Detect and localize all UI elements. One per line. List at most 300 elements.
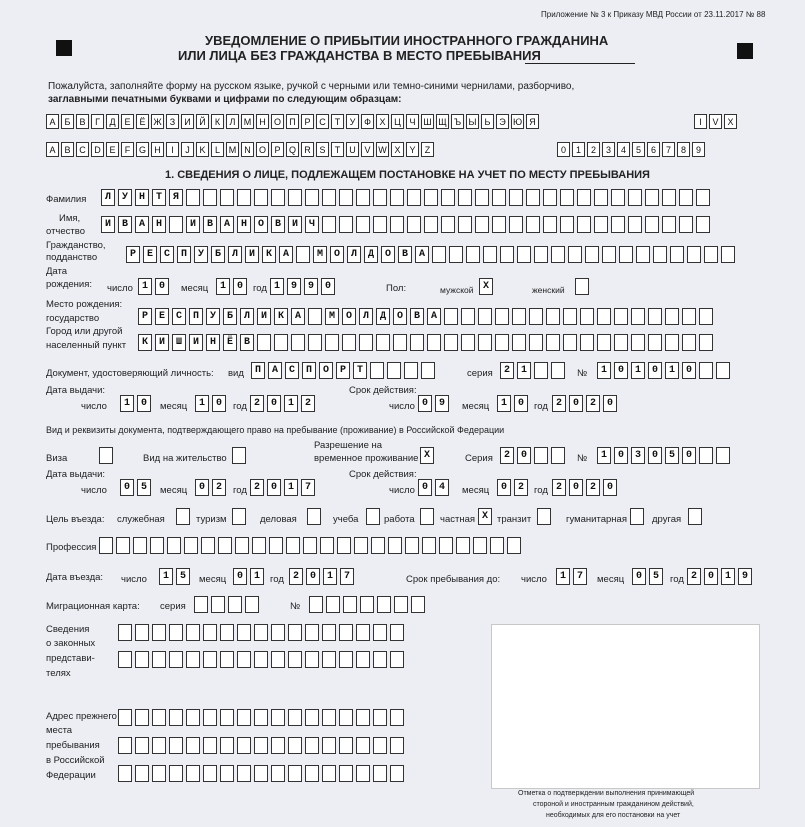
char-box[interactable]: Б (223, 308, 237, 325)
char-box[interactable] (118, 737, 132, 754)
char-box[interactable]: Н (237, 216, 251, 233)
char-box[interactable] (252, 537, 266, 554)
char-box[interactable] (203, 624, 217, 641)
char-box[interactable] (371, 537, 385, 554)
char-box[interactable] (597, 308, 611, 325)
char-box[interactable] (526, 216, 540, 233)
char-box[interactable] (517, 246, 531, 263)
char-box[interactable]: И (186, 216, 200, 233)
char-box[interactable] (307, 508, 321, 525)
char-box[interactable] (373, 216, 387, 233)
char-box[interactable] (543, 189, 557, 206)
char-box[interactable]: С (172, 308, 186, 325)
char-box[interactable] (288, 709, 302, 726)
char-box[interactable] (390, 737, 404, 754)
char-box[interactable] (269, 537, 283, 554)
char-box[interactable] (305, 189, 319, 206)
char-box[interactable] (420, 508, 434, 525)
issue-year-field[interactable] (250, 395, 315, 412)
dob-day-field[interactable] (138, 278, 169, 295)
char-box[interactable] (628, 216, 642, 233)
char-box[interactable] (653, 246, 667, 263)
char-box[interactable] (551, 246, 565, 263)
char-box[interactable] (232, 508, 246, 525)
char-box[interactable] (699, 334, 713, 351)
permit-issue-year-field[interactable] (250, 479, 315, 496)
char-box[interactable] (721, 246, 735, 263)
char-box[interactable]: 1 (721, 568, 735, 585)
char-box[interactable] (507, 537, 521, 554)
purpose-humanitarian-checkbox[interactable] (630, 508, 644, 525)
char-box[interactable] (186, 709, 200, 726)
char-box[interactable] (716, 447, 730, 464)
char-box[interactable] (688, 508, 702, 525)
char-box[interactable]: 5 (137, 479, 151, 496)
char-box[interactable] (432, 246, 446, 263)
char-box[interactable] (512, 334, 526, 351)
char-box[interactable]: П (251, 362, 265, 379)
char-box[interactable] (326, 596, 340, 613)
char-box[interactable] (254, 709, 268, 726)
char-box[interactable] (220, 709, 234, 726)
char-box[interactable] (699, 447, 713, 464)
char-box[interactable] (118, 651, 132, 668)
dob-year-field[interactable] (270, 278, 335, 295)
char-box[interactable] (186, 189, 200, 206)
char-box[interactable]: 2 (586, 479, 600, 496)
char-box[interactable]: Р (336, 362, 350, 379)
char-box[interactable]: 1 (665, 362, 679, 379)
char-box[interactable]: 2 (586, 395, 600, 412)
char-box[interactable]: У (206, 308, 220, 325)
char-box[interactable] (308, 334, 322, 351)
migration-card-number-field[interactable] (309, 596, 425, 613)
char-box[interactable] (537, 508, 551, 525)
char-box[interactable]: 1 (597, 447, 611, 464)
char-box[interactable]: Л (228, 246, 242, 263)
char-box[interactable] (339, 216, 353, 233)
char-box[interactable] (529, 308, 543, 325)
char-box[interactable] (534, 362, 548, 379)
temp-permit-checkbox[interactable] (420, 447, 434, 464)
char-box[interactable] (322, 737, 336, 754)
char-box[interactable] (305, 737, 319, 754)
char-box[interactable]: С (160, 246, 174, 263)
char-box[interactable] (186, 651, 200, 668)
char-box[interactable]: 9 (738, 568, 752, 585)
char-box[interactable]: 0 (267, 479, 281, 496)
char-box[interactable]: 0 (306, 568, 320, 585)
char-box[interactable]: 1 (284, 395, 298, 412)
char-box[interactable] (271, 189, 285, 206)
issue-day-field[interactable] (120, 395, 151, 412)
place-of-birth-country-field[interactable] (138, 308, 713, 325)
char-box[interactable] (390, 765, 404, 782)
char-box[interactable] (662, 216, 676, 233)
char-box[interactable]: В (398, 246, 412, 263)
char-box[interactable]: И (257, 308, 271, 325)
char-box[interactable] (176, 508, 190, 525)
char-box[interactable] (611, 216, 625, 233)
permit-validity-day-field[interactable] (418, 479, 449, 496)
char-box[interactable]: 0 (233, 278, 247, 295)
char-box[interactable] (611, 189, 625, 206)
char-box[interactable]: С (285, 362, 299, 379)
char-box[interactable]: Д (364, 246, 378, 263)
char-box[interactable]: В (240, 334, 254, 351)
char-box[interactable] (411, 596, 425, 613)
char-box[interactable]: В (410, 308, 424, 325)
char-box[interactable]: 2 (514, 479, 528, 496)
char-box[interactable]: 0 (195, 479, 209, 496)
char-box[interactable] (526, 189, 540, 206)
char-box[interactable] (390, 624, 404, 641)
char-box[interactable] (203, 189, 217, 206)
char-box[interactable]: 0 (682, 447, 696, 464)
char-box[interactable] (228, 596, 242, 613)
char-box[interactable] (135, 651, 149, 668)
sex-male-checkbox[interactable] (479, 278, 493, 295)
char-box[interactable]: К (262, 246, 276, 263)
doc-kind-field[interactable] (251, 362, 435, 379)
char-box[interactable]: В (118, 216, 132, 233)
char-box[interactable] (475, 216, 489, 233)
char-box[interactable] (356, 765, 370, 782)
char-box[interactable] (405, 537, 419, 554)
char-box[interactable] (220, 737, 234, 754)
validity-year-field[interactable] (552, 395, 617, 412)
char-box[interactable] (614, 308, 628, 325)
char-box[interactable]: А (415, 246, 429, 263)
char-box[interactable] (303, 537, 317, 554)
char-box[interactable] (203, 765, 217, 782)
char-box[interactable] (614, 334, 628, 351)
char-box[interactable] (441, 216, 455, 233)
residence-permit-checkbox[interactable] (232, 447, 246, 464)
char-box[interactable]: А (220, 216, 234, 233)
stay-year-field[interactable] (687, 568, 752, 585)
char-box[interactable]: У (194, 246, 208, 263)
char-box[interactable]: Д (376, 308, 390, 325)
char-box[interactable]: Н (206, 334, 220, 351)
char-box[interactable] (118, 765, 132, 782)
char-box[interactable] (704, 246, 718, 263)
char-box[interactable]: 0 (632, 568, 646, 585)
char-box[interactable]: Т (353, 362, 367, 379)
char-box[interactable] (211, 596, 225, 613)
char-box[interactable] (594, 189, 608, 206)
char-box[interactable] (390, 709, 404, 726)
permit-number-field[interactable] (597, 447, 730, 464)
char-box[interactable] (220, 765, 234, 782)
char-box[interactable] (337, 537, 351, 554)
char-box[interactable] (99, 447, 113, 464)
char-box[interactable] (232, 447, 246, 464)
char-box[interactable]: 0 (569, 395, 583, 412)
char-box[interactable]: 9 (304, 278, 318, 295)
char-box[interactable] (648, 308, 662, 325)
char-box[interactable] (322, 651, 336, 668)
char-box[interactable] (393, 334, 407, 351)
prev-address-line2-field[interactable] (118, 737, 404, 754)
char-box[interactable] (220, 624, 234, 641)
char-box[interactable] (305, 651, 319, 668)
purpose-tourism-checkbox[interactable] (232, 508, 246, 525)
char-box[interactable]: 9 (287, 278, 301, 295)
char-box[interactable] (220, 651, 234, 668)
char-box[interactable]: О (393, 308, 407, 325)
doc-number-field[interactable] (597, 362, 730, 379)
char-box[interactable] (696, 189, 710, 206)
purpose-other-checkbox[interactable] (688, 508, 702, 525)
char-box[interactable] (169, 765, 183, 782)
char-box[interactable]: А (135, 216, 149, 233)
char-box[interactable]: К (274, 308, 288, 325)
char-box[interactable] (492, 189, 506, 206)
char-box[interactable] (630, 508, 644, 525)
char-box[interactable]: 0 (212, 395, 226, 412)
char-box[interactable] (339, 765, 353, 782)
char-box[interactable] (356, 651, 370, 668)
char-box[interactable] (152, 737, 166, 754)
char-box[interactable]: Е (155, 308, 169, 325)
char-box[interactable] (322, 216, 336, 233)
char-box[interactable] (645, 216, 659, 233)
char-box[interactable] (716, 362, 730, 379)
char-box[interactable] (373, 651, 387, 668)
char-box[interactable]: Ч (305, 216, 319, 233)
char-box[interactable] (682, 308, 696, 325)
char-box[interactable] (373, 189, 387, 206)
char-box[interactable]: Р (138, 308, 152, 325)
char-box[interactable] (551, 447, 565, 464)
char-box[interactable]: И (189, 334, 203, 351)
char-box[interactable]: 2 (687, 568, 701, 585)
char-box[interactable]: Н (152, 216, 166, 233)
migration-card-series-field[interactable] (194, 596, 259, 613)
permit-validity-year-field[interactable] (552, 479, 617, 496)
char-box[interactable] (699, 362, 713, 379)
prev-address-line1-field[interactable] (118, 709, 404, 726)
char-box[interactable] (339, 624, 353, 641)
prev-address-line3-field[interactable] (118, 765, 404, 782)
char-box[interactable] (529, 334, 543, 351)
char-box[interactable] (237, 651, 251, 668)
char-box[interactable] (203, 651, 217, 668)
char-box[interactable] (687, 246, 701, 263)
char-box[interactable] (682, 334, 696, 351)
char-box[interactable] (631, 334, 645, 351)
char-box[interactable] (271, 765, 285, 782)
char-box[interactable]: 5 (649, 568, 663, 585)
char-box[interactable]: 0 (603, 479, 617, 496)
char-box[interactable]: М (325, 308, 339, 325)
char-box[interactable] (237, 737, 251, 754)
char-box[interactable] (220, 189, 234, 206)
char-box[interactable] (322, 765, 336, 782)
char-box[interactable] (560, 189, 574, 206)
char-box[interactable] (665, 308, 679, 325)
char-box[interactable] (257, 334, 271, 351)
char-box[interactable] (201, 537, 215, 554)
char-box[interactable] (116, 537, 130, 554)
char-box[interactable]: Е (143, 246, 157, 263)
char-box[interactable]: Л (359, 308, 373, 325)
char-box[interactable] (288, 651, 302, 668)
char-box[interactable] (203, 737, 217, 754)
char-box[interactable]: 1 (284, 479, 298, 496)
char-box[interactable] (449, 246, 463, 263)
char-box[interactable]: 1 (556, 568, 570, 585)
char-box[interactable] (291, 334, 305, 351)
char-box[interactable]: X (479, 278, 493, 295)
name-field[interactable] (101, 216, 710, 233)
char-box[interactable]: 7 (573, 568, 587, 585)
char-box[interactable]: Б (211, 246, 225, 263)
char-box[interactable] (568, 246, 582, 263)
validity-month-field[interactable] (497, 395, 528, 412)
char-box[interactable] (509, 189, 523, 206)
char-box[interactable] (342, 334, 356, 351)
char-box[interactable]: В (203, 216, 217, 233)
char-box[interactable]: 2 (250, 479, 264, 496)
char-box[interactable] (444, 308, 458, 325)
sex-female-checkbox[interactable] (575, 278, 589, 295)
char-box[interactable]: Т (152, 189, 166, 206)
char-box[interactable]: 7 (301, 479, 315, 496)
char-box[interactable] (478, 308, 492, 325)
char-box[interactable] (271, 737, 285, 754)
char-box[interactable] (373, 709, 387, 726)
char-box[interactable] (473, 537, 487, 554)
char-box[interactable]: 9 (435, 395, 449, 412)
char-box[interactable] (271, 624, 285, 641)
char-box[interactable] (645, 189, 659, 206)
char-box[interactable]: И (101, 216, 115, 233)
char-box[interactable] (118, 709, 132, 726)
char-box[interactable]: П (189, 308, 203, 325)
char-box[interactable] (99, 537, 113, 554)
char-box[interactable] (509, 216, 523, 233)
char-box[interactable] (407, 216, 421, 233)
char-box[interactable] (585, 246, 599, 263)
char-box[interactable] (390, 189, 404, 206)
char-box[interactable] (305, 624, 319, 641)
stay-day-field[interactable] (556, 568, 587, 585)
char-box[interactable] (167, 537, 181, 554)
char-box[interactable] (169, 709, 183, 726)
char-box[interactable] (356, 216, 370, 233)
char-box[interactable] (322, 709, 336, 726)
char-box[interactable] (679, 189, 693, 206)
char-box[interactable]: М (313, 246, 327, 263)
char-box[interactable] (356, 624, 370, 641)
char-box[interactable]: 1 (195, 395, 209, 412)
char-box[interactable]: 2 (301, 395, 315, 412)
char-box[interactable] (288, 189, 302, 206)
legal-representatives-line1-field[interactable] (118, 624, 404, 641)
char-box[interactable] (305, 709, 319, 726)
char-box[interactable] (662, 189, 676, 206)
entry-year-field[interactable] (289, 568, 354, 585)
char-box[interactable] (636, 246, 650, 263)
char-box[interactable] (203, 709, 217, 726)
char-box[interactable] (135, 709, 149, 726)
char-box[interactable]: И (245, 246, 259, 263)
char-box[interactable] (696, 216, 710, 233)
char-box[interactable] (218, 537, 232, 554)
char-box[interactable] (186, 624, 200, 641)
char-box[interactable] (169, 651, 183, 668)
char-box[interactable] (339, 709, 353, 726)
char-box[interactable] (602, 246, 616, 263)
char-box[interactable] (169, 624, 183, 641)
char-box[interactable] (560, 216, 574, 233)
char-box[interactable] (254, 765, 268, 782)
char-box[interactable]: 0 (682, 362, 696, 379)
char-box[interactable]: 0 (418, 395, 432, 412)
char-box[interactable]: 4 (435, 479, 449, 496)
char-box[interactable] (546, 308, 560, 325)
char-box[interactable] (388, 537, 402, 554)
char-box[interactable] (461, 334, 475, 351)
char-box[interactable] (135, 624, 149, 641)
char-box[interactable] (288, 765, 302, 782)
char-box[interactable] (235, 537, 249, 554)
char-box[interactable] (271, 651, 285, 668)
char-box[interactable]: 1 (597, 362, 611, 379)
char-box[interactable] (186, 737, 200, 754)
purpose-transit-checkbox[interactable] (537, 508, 551, 525)
char-box[interactable]: 0 (603, 395, 617, 412)
permit-issue-month-field[interactable] (195, 479, 226, 496)
char-box[interactable]: 5 (665, 447, 679, 464)
char-box[interactable]: И (288, 216, 302, 233)
char-box[interactable] (271, 709, 285, 726)
char-box[interactable]: 1 (631, 362, 645, 379)
char-box[interactable]: 0 (137, 395, 151, 412)
char-box[interactable]: 5 (176, 568, 190, 585)
char-box[interactable] (118, 624, 132, 641)
char-box[interactable]: Я (169, 189, 183, 206)
char-box[interactable] (458, 216, 472, 233)
char-box[interactable]: А (291, 308, 305, 325)
char-box[interactable]: 2 (289, 568, 303, 585)
issue-month-field[interactable] (195, 395, 226, 412)
char-box[interactable] (577, 216, 591, 233)
char-box[interactable] (670, 246, 684, 263)
char-box[interactable] (366, 508, 380, 525)
char-box[interactable] (424, 189, 438, 206)
char-box[interactable]: 0 (497, 479, 511, 496)
char-box[interactable]: 0 (704, 568, 718, 585)
permit-series-field[interactable] (500, 447, 565, 464)
char-box[interactable]: Р (126, 246, 140, 263)
char-box[interactable] (407, 189, 421, 206)
char-box[interactable] (563, 308, 577, 325)
char-box[interactable] (296, 246, 310, 263)
char-box[interactable]: 1 (159, 568, 173, 585)
char-box[interactable] (356, 709, 370, 726)
char-box[interactable] (648, 334, 662, 351)
citizenship-field[interactable] (126, 246, 735, 263)
char-box[interactable] (534, 447, 548, 464)
char-box[interactable]: 3 (631, 447, 645, 464)
char-box[interactable] (466, 246, 480, 263)
char-box[interactable]: 1 (517, 362, 531, 379)
char-box[interactable] (254, 189, 268, 206)
char-box[interactable]: Н (135, 189, 149, 206)
